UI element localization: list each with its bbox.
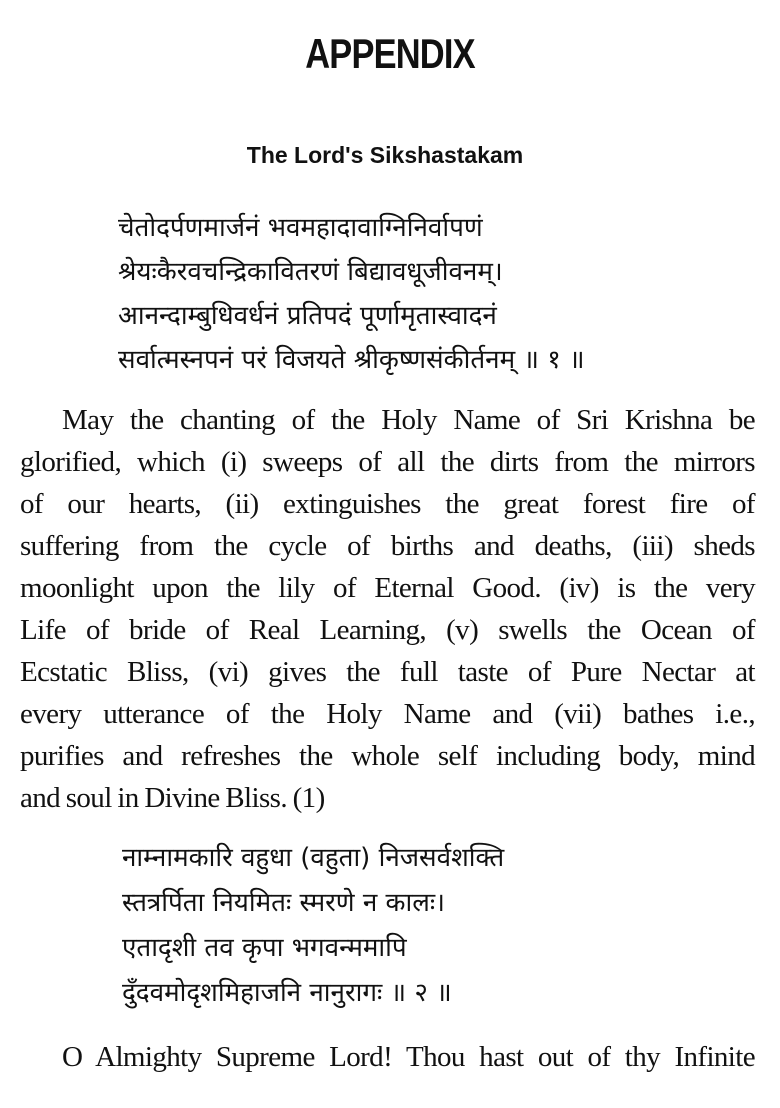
paragraph-line: every utterance of the Holy Name and (vii) bathes i.e.,: [20, 698, 755, 730]
verse-line: आनन्दाम्बुधिवर्धनं प्रतिपदं पूर्णामृतास्वादनं: [118, 301, 497, 331]
paragraph-line: May the chanting of the Holy Name of Sri Krishna be: [62, 404, 755, 436]
verse-line: एतादृशी तव कृपा भगवन्ममापि: [122, 933, 407, 963]
verse-line: दुँदवमोदृशमिहाजनि नानुरागः ॥ २ ॥: [122, 978, 452, 1008]
verse-line: स्तत्रर्पिता नियमितः स्मरणे न कालः।: [122, 888, 445, 918]
paragraph-line: of our hearts, (ii) extinguishes the great forest fire of: [20, 488, 755, 520]
paragraph-line: suffering from the cycle of births and deaths, (iii) sheds: [20, 530, 755, 562]
translation-paragraph-2: [62, 1036, 755, 1078]
translation-paragraph-1: [20, 399, 755, 819]
verse-line: सर्वात्मस्नपनं परं विजयते श्रीकृष्णसंकीर्तनम् ॥ १ ॥: [118, 345, 585, 375]
paragraph-line: purifies and refreshes the whole self including body, mind: [20, 740, 755, 772]
section-subtitle: The Lord's Sikshastakam: [246, 142, 524, 168]
sanskrit-verse-1: [118, 206, 585, 382]
verse-line: नाम्नामकारि वहुधा (वहुता) निजसर्वशक्ति: [122, 843, 505, 873]
page-title: APPENDIX: [305, 30, 475, 77]
paragraph-line: O Almighty Supreme Lord! Thou hast out of thy Infinite: [62, 1041, 755, 1073]
sanskrit-verse-2: [122, 836, 504, 1016]
paragraph-line: moonlight upon the lily of Eternal Good. (iv) is the very: [20, 572, 755, 604]
paragraph-line: glorified, which (i) sweeps of all the dirts from the mirrors: [20, 446, 755, 478]
paragraph-line: Life of bride of Real Learning, (v) swells the Ocean of: [20, 614, 755, 646]
verse-line: श्रेयःकैरवचन्द्रिकावितरणं बिद्यावधूजीवनम्।: [118, 257, 503, 287]
verse-line: चेतोदर्पणमार्जनं भवमहादावाग्निनिर्वापणं: [118, 213, 483, 243]
paragraph-line: Ecstatic Bliss, (vi) gives the full taste of Pure Nectar at: [20, 656, 755, 688]
paragraph-line: and soul in Divine Bliss. (1): [20, 782, 325, 814]
